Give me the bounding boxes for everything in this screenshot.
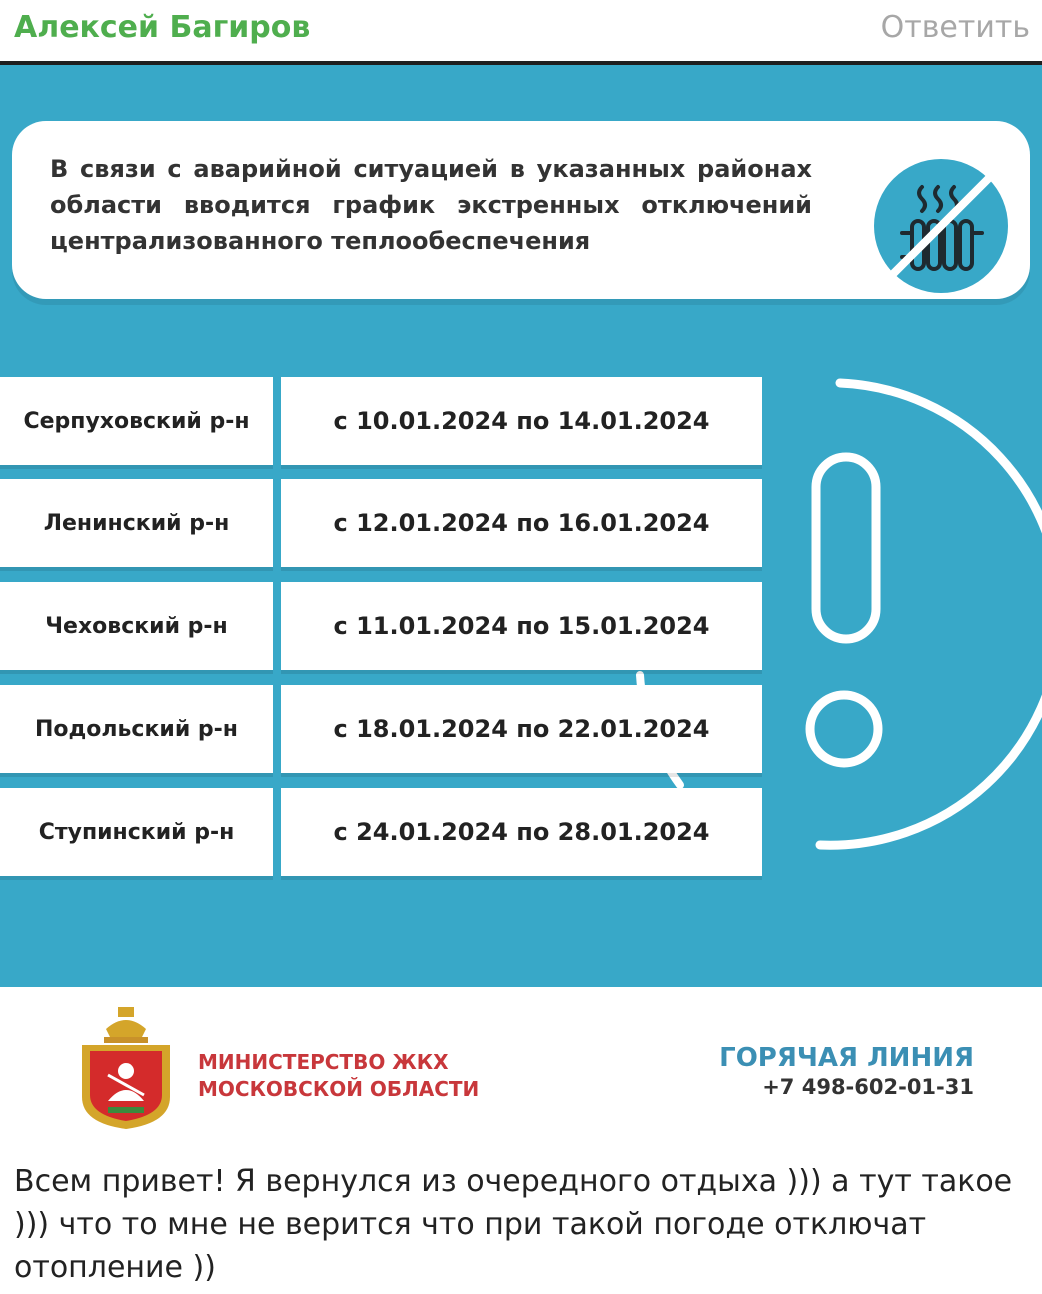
no-heating-icon: [872, 157, 1010, 295]
author-name[interactable]: Алексей Багиров: [14, 10, 311, 45]
district-name: Подольский р-н: [0, 685, 273, 773]
outage-period: с 18.01.2024 по 22.01.2024: [281, 685, 762, 773]
district-name: Ленинский р-н: [0, 479, 273, 567]
schedule-row: [0, 582, 762, 670]
schedule-row: [0, 479, 762, 567]
schedule-row: [0, 685, 762, 773]
ministry-line-1: МИНИСТЕРСТВО ЖКХ: [198, 1050, 449, 1074]
ministry-line-2: МОСКОВСКОЙ ОБЛАСТИ: [198, 1077, 480, 1101]
image-footer: [0, 987, 1042, 1135]
notice-text: В связи с аварийной ситуацией в указанных районах области вводится график экстренных отключений централизованного теплообеспечения: [50, 155, 812, 255]
hotline: [719, 1043, 974, 1101]
schedule-row: [0, 377, 762, 465]
moscow-region-emblem-icon: [78, 1005, 174, 1131]
message-header: [0, 0, 1042, 62]
message-text: Всем привет! Я вернулся из очередного отдыха ))) а тут такое ))) что то мне не верится что при такой погоде отключат отопление )): [14, 1164, 1013, 1285]
reply-button[interactable]: Ответить: [880, 10, 1030, 45]
district-name: Ступинский р-н: [0, 788, 273, 876]
schedule-row: [0, 788, 762, 876]
notice-card: [12, 121, 1030, 299]
attached-image[interactable]: [0, 65, 1042, 987]
district-name: Чеховский р-н: [0, 582, 273, 670]
ministry-name: [198, 1049, 479, 1103]
outage-period: с 12.01.2024 по 16.01.2024: [281, 479, 762, 567]
hotline-title: ГОРЯЧАЯ ЛИНИЯ: [719, 1043, 974, 1073]
outage-period: с 10.01.2024 по 14.01.2024: [281, 377, 762, 465]
outage-period: с 24.01.2024 по 28.01.2024: [281, 788, 762, 876]
hotline-phone: +7 498-602-01-31: [762, 1075, 974, 1099]
district-name: Серпуховский р-н: [0, 377, 273, 465]
outage-period: с 11.01.2024 по 15.01.2024: [281, 582, 762, 670]
